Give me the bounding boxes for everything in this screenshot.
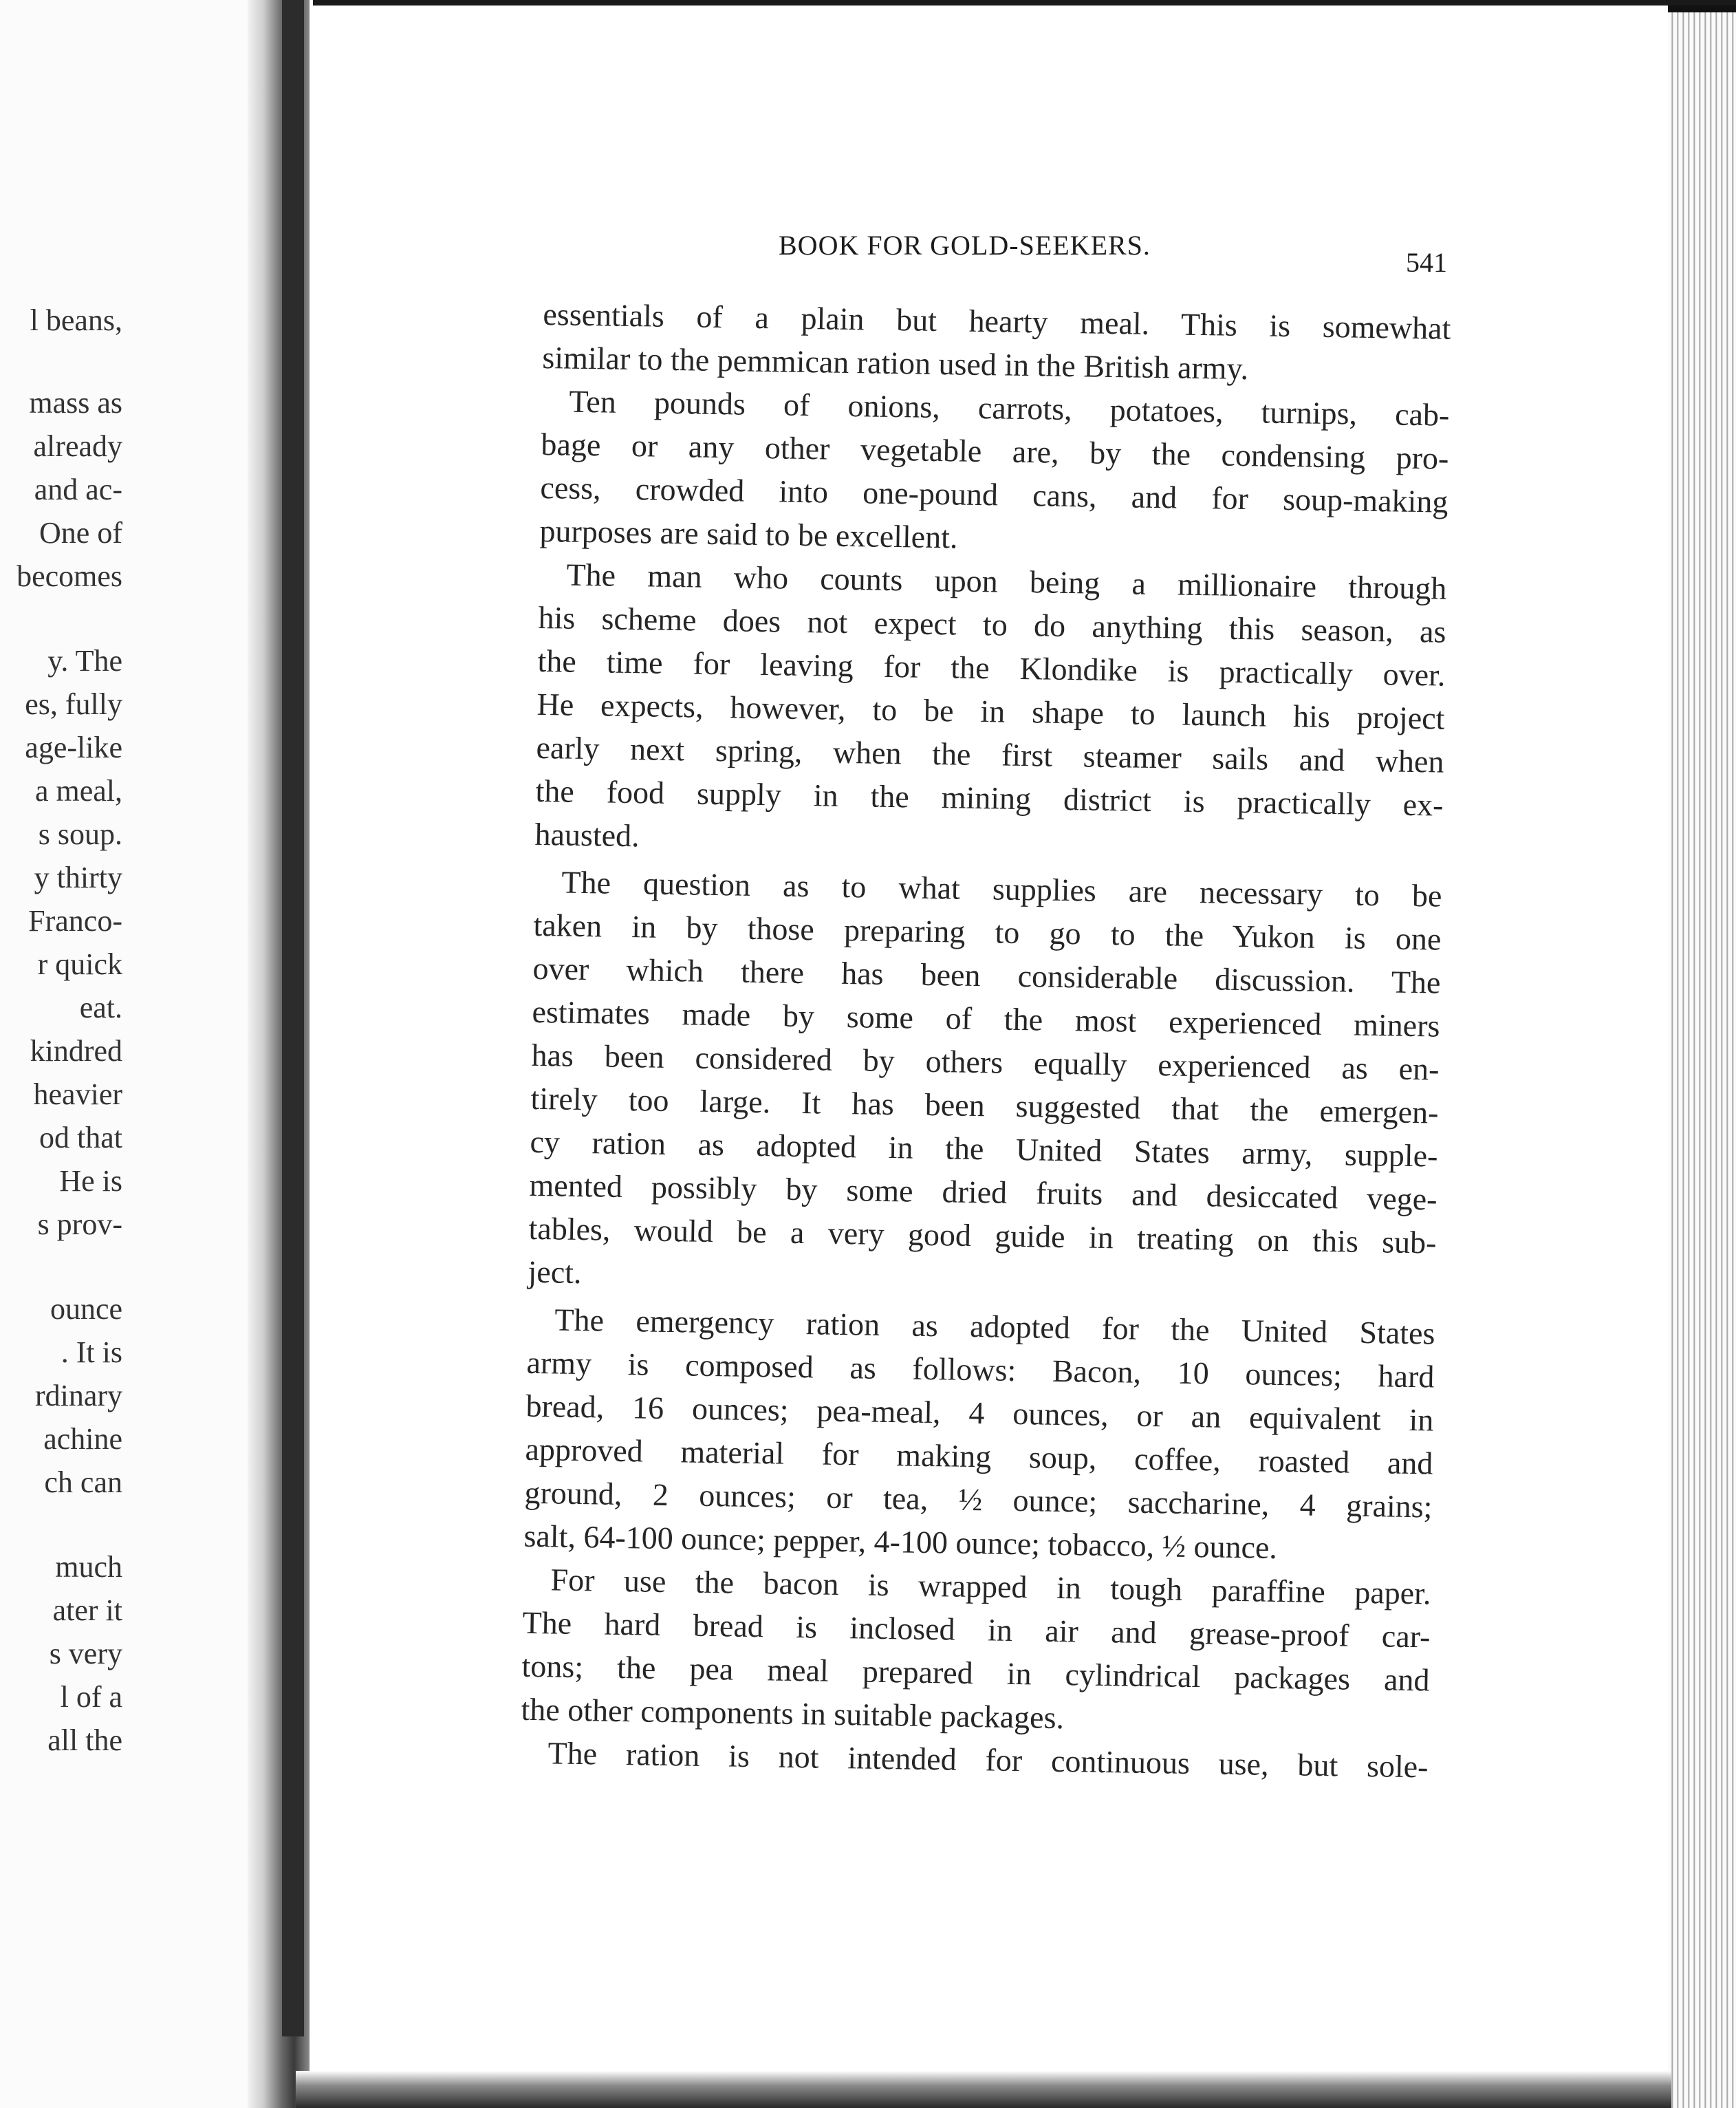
- left-line: all the: [47, 1723, 122, 1757]
- left-line: s soup.: [38, 817, 122, 851]
- text-line: For use the bacon is wrapped in tough paraffine paper.: [550, 1562, 1431, 1611]
- text-line: cess, crowded into one-pound cans, and for soup-making: [540, 469, 1449, 519]
- left-page: [0, 0, 248, 2108]
- page-number: 541: [1406, 247, 1447, 278]
- page-edges: [1668, 0, 1736, 2108]
- left-line: achine: [43, 1422, 122, 1456]
- text-line: similar to the pemmican ration used in the British army.: [542, 339, 1249, 387]
- left-line: ounce: [50, 1292, 122, 1326]
- text-line: the time for leaving for the Klondike is practically over.: [537, 643, 1446, 693]
- running-header: BOOK FOR GOLD-SEEKERS.: [779, 230, 1151, 261]
- left-line: already: [33, 429, 122, 463]
- left-line: much: [55, 1550, 122, 1584]
- left-line: a meal,: [34, 774, 122, 808]
- text-line: taken in by those preparing to go to the Yukon is one: [533, 907, 1442, 957]
- text-line: purposes are said to be excellent.: [539, 513, 958, 555]
- left-line: l of a: [60, 1680, 122, 1714]
- left-line: mass as: [29, 386, 122, 420]
- text-line: estimates made by some of the most experienced miners: [532, 993, 1440, 1044]
- left-line: age-like: [25, 731, 122, 764]
- left-line: ch can: [44, 1465, 122, 1499]
- text-line: The man who counts upon being a millionaire through: [566, 557, 1447, 606]
- left-line: s prov-: [37, 1207, 122, 1241]
- left-line: He is: [59, 1164, 122, 1198]
- text-line: over which there has been considerable discussion. The: [532, 950, 1441, 1000]
- left-line: r quick: [37, 947, 122, 981]
- text-line: He expects, however, to be in shape to launch his project: [536, 686, 1445, 736]
- text-line: mented possibly by some dried fruits and desiccated vege-: [529, 1167, 1437, 1217]
- text-line: cy ration as adopted in the United States army, supple-: [530, 1123, 1438, 1174]
- text-line: has been considered by others equally experienced as en-: [531, 1037, 1440, 1087]
- left-line: rdinary: [34, 1379, 122, 1412]
- left-line: s very: [49, 1637, 122, 1670]
- left-line: y thirty: [34, 861, 122, 894]
- left-line: and ac-: [34, 473, 122, 506]
- text-line: his scheme does not expect to do anything this season, as: [538, 599, 1446, 649]
- text-line: essentials of a plain but hearty meal. This is somewhat: [543, 296, 1451, 346]
- text-line: Ten pounds of onions, carrots, potatoes, turnips, cab-: [569, 383, 1450, 433]
- scan-top-border: [313, 0, 1736, 6]
- left-line: od that: [39, 1121, 122, 1154]
- scan-bottom-border: [296, 2071, 1671, 2108]
- text-line: early next spring, when the first steamer sails and when: [536, 729, 1444, 779]
- text-line: hausted.: [534, 816, 640, 854]
- left-line: One of: [39, 516, 122, 550]
- text-line: tables, would be a very good guide in treating on this sub-: [528, 1210, 1437, 1260]
- left-line: eat.: [79, 991, 122, 1024]
- text-line: the food supply in the mining district is practically ex-: [535, 773, 1444, 823]
- left-line: kindred: [30, 1034, 122, 1068]
- book-gutter: [282, 0, 304, 2036]
- left-line: y. The: [47, 644, 122, 678]
- text-line: bage or any other vegetable are, by the condensing pro-: [541, 426, 1449, 476]
- text-line: salt, 64-100 ounce; pepper, 4-100 ounce; tobacco, ½ ounce.: [523, 1518, 1278, 1565]
- text-line: army is composed as follows: Bacon, 10 ounces; hard: [526, 1344, 1435, 1395]
- text-line: tons; the pea meal prepared in cylindrical packages and: [521, 1648, 1430, 1698]
- left-line: ater it: [52, 1593, 122, 1627]
- text-line: The hard bread is inclosed in air and grease-proof car-: [522, 1604, 1431, 1655]
- left-line: heavier: [33, 1077, 122, 1111]
- text-line: The ration is not intended for continuous use, but sole-: [547, 1735, 1429, 1785]
- left-line: es, fully: [25, 687, 122, 721]
- text-line: ject.: [528, 1254, 582, 1291]
- left-line: l beans,: [30, 303, 122, 337]
- left-line: becomes: [17, 559, 122, 593]
- left-line: . It is: [61, 1335, 122, 1369]
- text-line: The emergency ration as adopted for the United States: [554, 1302, 1435, 1351]
- left-line: Franco-: [28, 904, 122, 938]
- text-line: ground, 2 ounces; or tea, ½ ounce; saccharine, 4 grains;: [524, 1474, 1433, 1525]
- body-text: [520, 292, 1451, 1788]
- text-line: bread, 16 ounces; pea-meal, 4 ounces, or an equivalent in: [525, 1388, 1434, 1438]
- text-line: The question as to what supplies are necessary to be: [561, 864, 1442, 914]
- text-line: tirely too large. It has been suggested that the emergen-: [530, 1080, 1439, 1130]
- text-line: the other components in suitable packages.: [521, 1691, 1065, 1736]
- text-line: approved material for making soup, coffee, roasted and: [525, 1431, 1433, 1481]
